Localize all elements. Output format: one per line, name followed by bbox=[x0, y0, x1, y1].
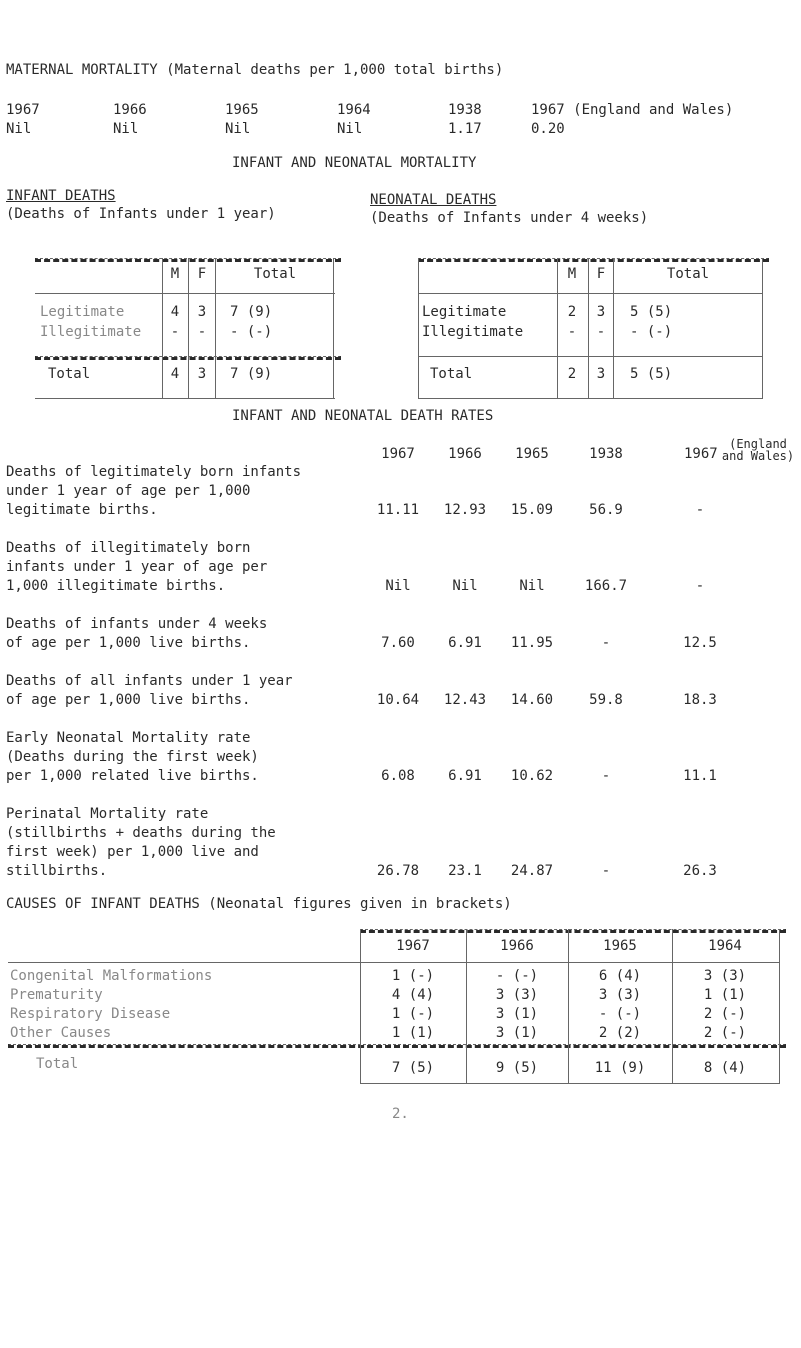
cause-value: 1 (-) bbox=[391, 1006, 435, 1022]
rate-value: 166.7 bbox=[584, 578, 628, 594]
cell-total: 7 (9) bbox=[230, 366, 273, 382]
maternal-value: 0.20 bbox=[531, 121, 565, 137]
col-header-total: Total bbox=[253, 266, 297, 282]
rate-value: 12.5 bbox=[683, 635, 717, 651]
row-label-legitimate: Legitimate bbox=[40, 304, 125, 320]
cause-value: 3 (1) bbox=[495, 1006, 539, 1022]
rate-row-label: under 1 year of age per 1,000 bbox=[6, 483, 251, 499]
causes-col-1964: 1964 bbox=[708, 938, 742, 954]
maternal-value: Nil bbox=[225, 121, 251, 137]
rate-row-label: Deaths of all infants under 1 year bbox=[6, 673, 293, 689]
rates-ew-note: (England and Wales) bbox=[721, 437, 795, 463]
row-label-illegitimate: Illegitimate bbox=[422, 324, 524, 340]
cause-total-value: 7 (5) bbox=[391, 1060, 435, 1076]
col-header-m: M bbox=[567, 266, 577, 282]
cause-total-value: 9 (5) bbox=[495, 1060, 539, 1076]
rate-row-label: (stillbirths + deaths during the bbox=[6, 825, 276, 841]
cause-value: 2 (-) bbox=[703, 1025, 747, 1041]
cause-value: 3 (3) bbox=[598, 987, 642, 1003]
maternal-mortality-heading: MATERNAL MORTALITY (Maternal deaths per 1,000 total births) bbox=[6, 62, 504, 78]
cell-total: - (-) bbox=[630, 324, 673, 340]
rate-row-label: of age per 1,000 live births. bbox=[6, 635, 251, 651]
rate-value: Nil bbox=[452, 578, 478, 594]
maternal-year: 1965 bbox=[225, 102, 259, 118]
col-header-f: F bbox=[596, 266, 606, 282]
rate-row-label: Deaths of illegitimately born bbox=[6, 540, 251, 556]
infant-deaths-subtitle: (Deaths of Infants under 1 year) bbox=[6, 206, 276, 222]
cause-value: 3 (3) bbox=[495, 987, 539, 1003]
rate-row-label: of age per 1,000 live births. bbox=[6, 692, 251, 708]
cause-value: - (-) bbox=[495, 968, 539, 984]
cell-f: 3 bbox=[197, 304, 207, 320]
cause-value: 2 (2) bbox=[598, 1025, 642, 1041]
maternal-year: 1938 bbox=[448, 102, 482, 118]
rate-value: 10.62 bbox=[510, 768, 554, 784]
maternal-year: 1966 bbox=[113, 102, 147, 118]
rate-row-label: first week) per 1,000 live and bbox=[6, 844, 259, 860]
rate-row-label: Early Neonatal Mortality rate bbox=[6, 730, 251, 746]
rate-value: 6.08 bbox=[381, 768, 415, 784]
cell-f: 3 bbox=[596, 366, 606, 382]
cause-total-value: 8 (4) bbox=[703, 1060, 747, 1076]
rate-value: - bbox=[601, 863, 611, 879]
rate-value: 26.78 bbox=[376, 863, 420, 879]
cell-f: 3 bbox=[197, 366, 207, 382]
cell-m: - bbox=[567, 324, 577, 340]
cause-value: - (-) bbox=[598, 1006, 642, 1022]
rates-col-1965: 1965 bbox=[515, 446, 549, 462]
rate-value: - bbox=[601, 635, 611, 651]
maternal-year: 1967 bbox=[6, 102, 40, 118]
cell-total: 7 (9) bbox=[230, 304, 273, 320]
rate-value: - bbox=[695, 578, 705, 594]
rate-value: 15.09 bbox=[510, 502, 554, 518]
neonatal-deaths-subtitle: (Deaths of Infants under 4 weeks) bbox=[370, 210, 649, 226]
cell-f: 3 bbox=[596, 304, 606, 320]
cause-value: 1 (1) bbox=[703, 987, 747, 1003]
cause-value: 3 (1) bbox=[495, 1025, 539, 1041]
row-label-legitimate: Legitimate bbox=[422, 304, 507, 320]
maternal-value: Nil bbox=[337, 121, 363, 137]
rate-value: 56.9 bbox=[589, 502, 623, 518]
cause-label: Respiratory Disease bbox=[10, 1006, 171, 1022]
cause-value: 1 (1) bbox=[391, 1025, 435, 1041]
rate-row-label: Perinatal Mortality rate bbox=[6, 806, 209, 822]
cell-total: 5 (5) bbox=[630, 304, 673, 320]
rate-value: 11.95 bbox=[510, 635, 554, 651]
rate-value: 7.60 bbox=[381, 635, 415, 651]
row-label-total: Total bbox=[48, 366, 91, 382]
row-label-illegitimate: Illegitimate bbox=[40, 324, 142, 340]
rate-value: 6.91 bbox=[448, 635, 482, 651]
cause-value: 3 (3) bbox=[703, 968, 747, 984]
infant-neonatal-heading: INFANT AND NEONATAL MORTALITY bbox=[232, 155, 477, 171]
cell-f: - bbox=[197, 324, 207, 340]
rate-value: - bbox=[695, 502, 705, 518]
rates-col-1967: 1967 bbox=[381, 446, 415, 462]
cell-m: 4 bbox=[170, 304, 180, 320]
rate-value: Nil bbox=[385, 578, 411, 594]
cell-m: 2 bbox=[567, 304, 577, 320]
cause-label: Congenital Malformations bbox=[10, 968, 213, 984]
col-header-f: F bbox=[197, 266, 207, 282]
rates-col-1966: 1966 bbox=[448, 446, 482, 462]
rate-row-label: per 1,000 related live births. bbox=[6, 768, 259, 784]
maternal-value: Nil bbox=[113, 121, 139, 137]
rate-row-label: infants under 1 year of age per bbox=[6, 559, 268, 575]
cell-m: - bbox=[170, 324, 180, 340]
rate-value: - bbox=[601, 768, 611, 784]
maternal-year: 1967 (England and Wales) bbox=[531, 102, 734, 118]
rate-value: 11.1 bbox=[683, 768, 717, 784]
rate-row-label: legitimate births. bbox=[6, 502, 158, 518]
rate-value: 11.11 bbox=[376, 502, 420, 518]
page-number: 2. bbox=[392, 1106, 409, 1122]
rate-value: 59.8 bbox=[589, 692, 623, 708]
rate-row-label: (Deaths during the first week) bbox=[6, 749, 259, 765]
rate-value: 23.1 bbox=[448, 863, 482, 879]
cause-value: 1 (-) bbox=[391, 968, 435, 984]
col-header-total: Total bbox=[666, 266, 710, 282]
rate-row-label: Deaths of infants under 4 weeks bbox=[6, 616, 268, 632]
cause-total-value: 11 (9) bbox=[594, 1060, 646, 1076]
cell-f: - bbox=[596, 324, 606, 340]
cell-total: 5 (5) bbox=[630, 366, 673, 382]
cell-m: 2 bbox=[567, 366, 577, 382]
cause-label: Other Causes bbox=[10, 1025, 112, 1041]
cause-value: 6 (4) bbox=[598, 968, 642, 984]
cell-m: 4 bbox=[170, 366, 180, 382]
causes-col-1965: 1965 bbox=[603, 938, 637, 954]
causes-col-1966: 1966 bbox=[500, 938, 534, 954]
cell-total: - (-) bbox=[230, 324, 273, 340]
rate-value: 10.64 bbox=[376, 692, 420, 708]
rate-value: 12.43 bbox=[443, 692, 487, 708]
rate-value: 18.3 bbox=[683, 692, 717, 708]
infant-deaths-title: INFANT DEATHS bbox=[6, 188, 116, 204]
rate-value: 6.91 bbox=[448, 768, 482, 784]
maternal-year: 1964 bbox=[337, 102, 371, 118]
rates-col-1967-ew: 1967 bbox=[684, 446, 718, 462]
rate-value: 14.60 bbox=[510, 692, 554, 708]
death-rates-heading: INFANT AND NEONATAL DEATH RATES bbox=[232, 408, 494, 424]
maternal-value: 1.17 bbox=[448, 121, 482, 137]
cause-value: 2 (-) bbox=[703, 1006, 747, 1022]
rate-value: 24.87 bbox=[510, 863, 554, 879]
neonatal-deaths-title: NEONATAL DEATHS bbox=[370, 192, 497, 208]
row-label-total: Total bbox=[430, 366, 473, 382]
rate-row-label: stillbirths. bbox=[6, 863, 108, 879]
rate-row-label: 1,000 illegitimate births. bbox=[6, 578, 226, 594]
rates-col-1938: 1938 bbox=[589, 446, 623, 462]
maternal-value: Nil bbox=[6, 121, 32, 137]
rate-value: 26.3 bbox=[683, 863, 717, 879]
cause-value: 4 (4) bbox=[391, 987, 435, 1003]
rate-row-label: Deaths of legitimately born infants bbox=[6, 464, 302, 480]
causes-heading: CAUSES OF INFANT DEATHS (Neonatal figures given in brackets) bbox=[6, 896, 512, 912]
cause-total-label: Total bbox=[36, 1056, 79, 1072]
rate-value: Nil bbox=[519, 578, 545, 594]
causes-col-1967: 1967 bbox=[396, 938, 430, 954]
rate-value: 12.93 bbox=[443, 502, 487, 518]
col-header-m: M bbox=[170, 266, 180, 282]
cause-label: Prematurity bbox=[10, 987, 103, 1003]
